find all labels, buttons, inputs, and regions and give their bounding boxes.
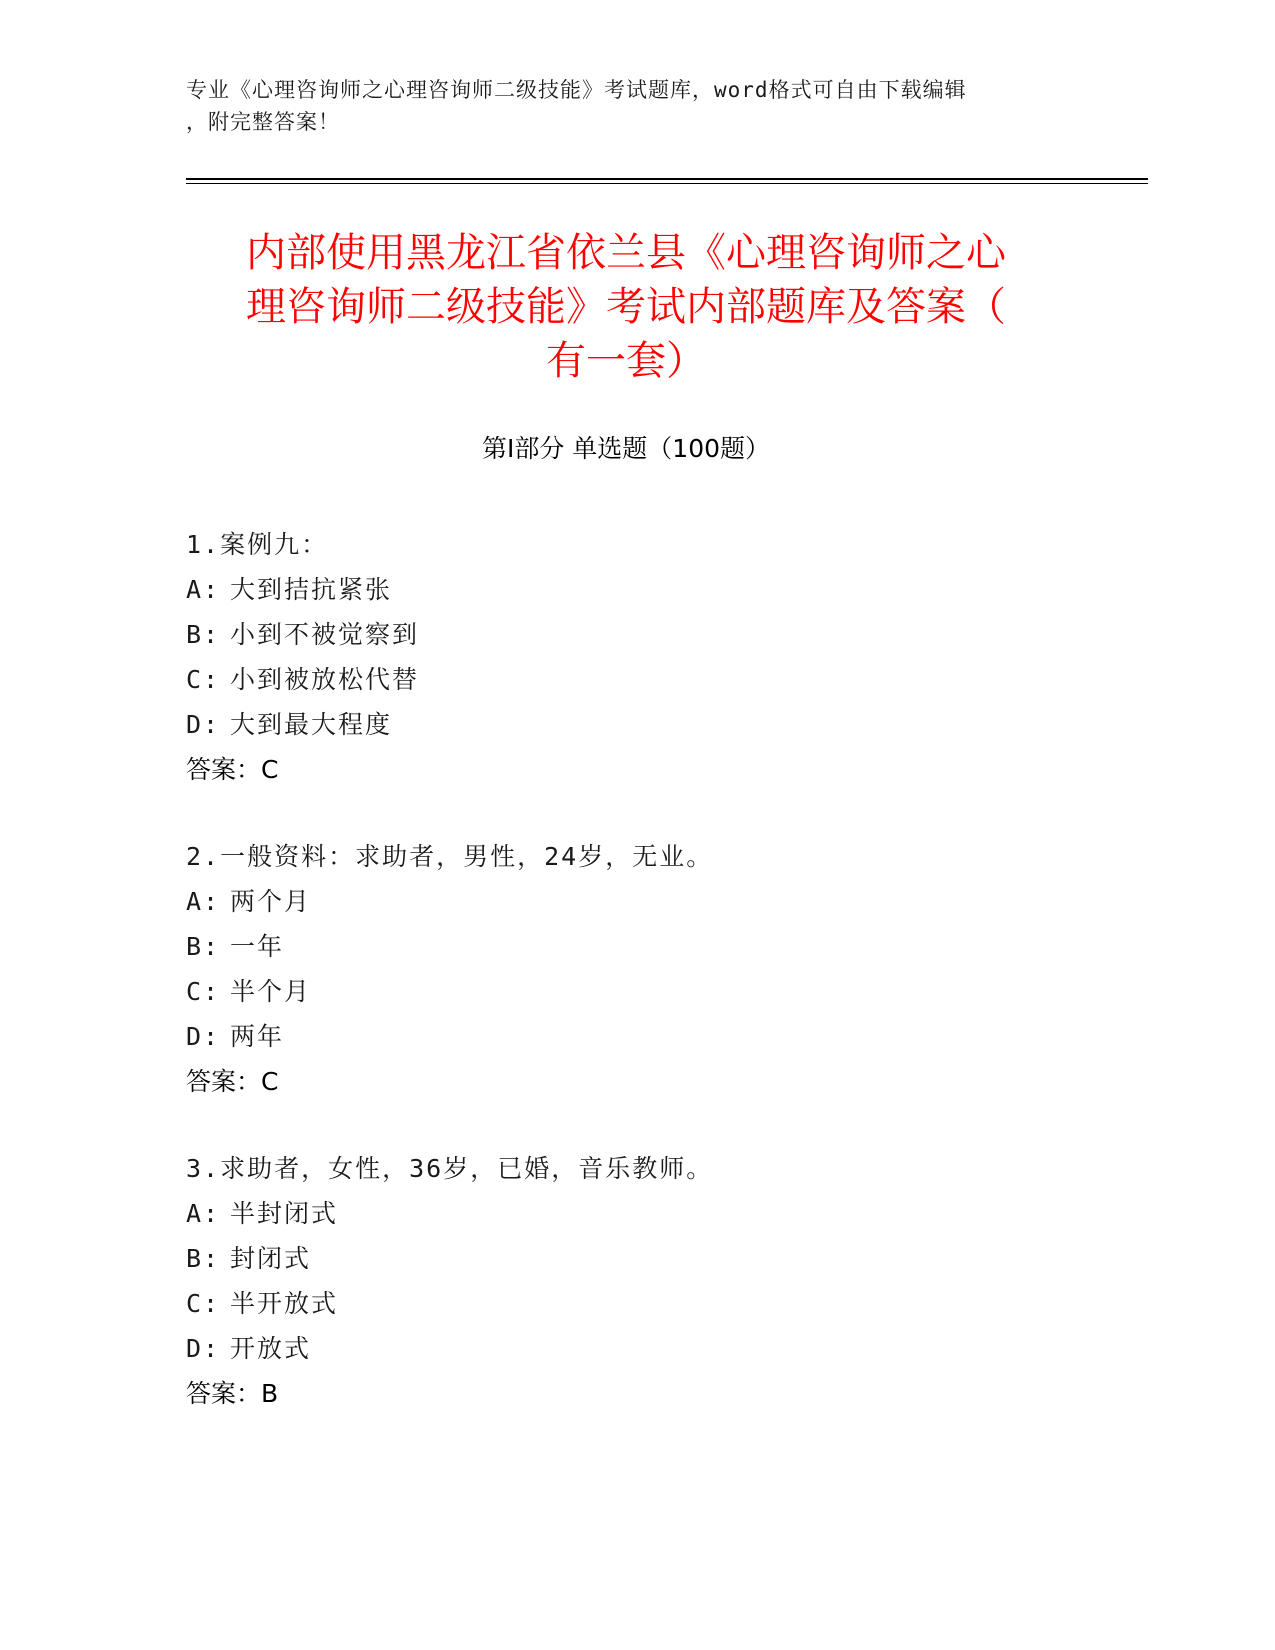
document-title-line-1: 内部使用黑龙江省依兰县《心理咨询师之心 bbox=[246, 230, 1006, 276]
header-divider-thin bbox=[186, 183, 1148, 184]
option-b bbox=[186, 612, 1086, 657]
option-text: 小到不被觉察到 bbox=[230, 620, 420, 649]
option-c bbox=[186, 1281, 1086, 1326]
document-title-line-3: 有一套） bbox=[546, 338, 706, 384]
answer-line: 答案：B bbox=[186, 1379, 279, 1408]
answer-line: 答案：C bbox=[186, 1067, 279, 1096]
option-a bbox=[186, 879, 1086, 924]
header-note-line-2: ，附完整答案！ bbox=[186, 110, 340, 134]
document-title bbox=[186, 226, 1066, 388]
section-title: 第Ⅰ部分 单选题（100题） bbox=[481, 434, 771, 463]
option-letter: C: bbox=[186, 1289, 221, 1318]
option-letter: B: bbox=[186, 620, 221, 649]
option-d bbox=[186, 1326, 1086, 1371]
answer-line: 答案：C bbox=[186, 755, 279, 784]
header-divider-thick bbox=[186, 178, 1148, 180]
question-stem: 2.一般资料：求助者，男性，24岁，无业。 bbox=[186, 842, 714, 871]
document-title-line-2: 理咨询师二级技能》考试内部题库及答案（ bbox=[246, 284, 1006, 330]
option-a bbox=[186, 1191, 1086, 1236]
question-list bbox=[186, 522, 1086, 1458]
option-text: 大到拮抗紧张 bbox=[230, 575, 393, 604]
option-letter: B: bbox=[186, 932, 221, 961]
option-letter: A: bbox=[186, 1199, 221, 1228]
option-b bbox=[186, 924, 1086, 969]
option-text: 两年 bbox=[230, 1022, 285, 1051]
question-item bbox=[186, 834, 1086, 1104]
option-letter: D: bbox=[186, 710, 221, 739]
option-text: 开放式 bbox=[230, 1334, 312, 1363]
option-text: 封闭式 bbox=[230, 1244, 312, 1273]
option-b bbox=[186, 1236, 1086, 1281]
option-text: 半封闭式 bbox=[230, 1199, 339, 1228]
option-d bbox=[186, 702, 1086, 747]
option-text: 一年 bbox=[230, 932, 285, 961]
option-text: 半个月 bbox=[230, 977, 312, 1006]
question-stem: 1.案例九： bbox=[186, 530, 329, 559]
question-stem: 3.求助者，女性，36岁，已婚，音乐教师。 bbox=[186, 1154, 714, 1183]
header-note bbox=[186, 74, 1066, 138]
option-text: 半开放式 bbox=[230, 1289, 339, 1318]
option-letter: A: bbox=[186, 575, 221, 604]
option-d bbox=[186, 1014, 1086, 1059]
option-text: 小到被放松代替 bbox=[230, 665, 420, 694]
option-letter: D: bbox=[186, 1334, 221, 1363]
option-c bbox=[186, 969, 1086, 1014]
question-item bbox=[186, 1146, 1086, 1416]
option-text: 两个月 bbox=[230, 887, 312, 916]
option-a bbox=[186, 567, 1086, 612]
option-c bbox=[186, 657, 1086, 702]
option-text: 大到最大程度 bbox=[230, 710, 393, 739]
option-letter: A: bbox=[186, 887, 221, 916]
option-letter: C: bbox=[186, 977, 221, 1006]
question-item bbox=[186, 522, 1086, 792]
option-letter: C: bbox=[186, 665, 221, 694]
option-letter: D: bbox=[186, 1022, 221, 1051]
option-letter: B: bbox=[186, 1244, 221, 1273]
header-note-line-1: 专业《心理咨询师之心理咨询师二级技能》考试题库，word格式可自由下载编辑 bbox=[186, 78, 967, 102]
